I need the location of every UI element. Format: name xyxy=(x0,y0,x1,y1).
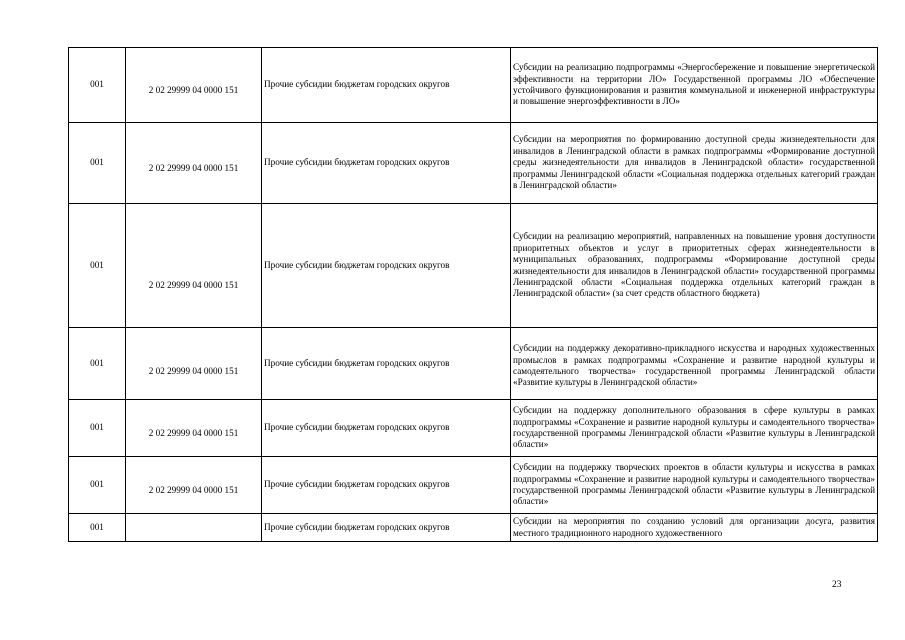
budget-code-text: 2 02 29999 04 0000 151 xyxy=(148,84,239,95)
description-text: Субсидии на мероприятия по формированию доступной среды жизнедеятельности для инвалидов в Ленинградской области в рамках подпрограммы «Формирование доступной среды жизнедеятельности для инвалидов в Ленинградской области» государственной программы Ленинградской области «Социальная поддержка отдельных категорий граждан в Ленинградской области» xyxy=(513,134,875,191)
budget-code-cell xyxy=(126,400,262,457)
income-name-cell: Прочие субсидии бюджетам городских округов xyxy=(262,48,511,123)
budget-code-cell xyxy=(126,204,262,328)
description-cell xyxy=(511,514,878,542)
description-cell xyxy=(511,204,878,328)
description-cell xyxy=(511,123,878,204)
admin-code-cell: 001 xyxy=(69,123,126,204)
description-cell xyxy=(511,400,878,457)
budget-code-cell xyxy=(126,457,262,514)
income-name-cell: Прочие субсидии бюджетам городских округов xyxy=(262,204,511,328)
table-row xyxy=(69,204,878,328)
admin-code-cell: 001 xyxy=(69,457,126,514)
description-text: Субсидии на мероприятия по созданию условий для организации досуга, развития местного традиционного народного художественного xyxy=(513,516,875,538)
budget-code-text: 2 02 29999 04 0000 151 xyxy=(148,365,239,376)
admin-code-cell: 001 xyxy=(69,328,126,400)
table-row xyxy=(69,457,878,514)
table-row xyxy=(69,514,878,542)
budget-code-cell xyxy=(126,514,262,542)
budget-code-text xyxy=(128,522,259,533)
income-name-cell: Прочие субсидии бюджетам городских округов xyxy=(262,457,511,514)
income-name-cell: Прочие субсидии бюджетам городских округов xyxy=(262,514,511,542)
budget-code-text: 2 02 29999 04 0000 151 xyxy=(148,484,239,495)
description-cell xyxy=(511,328,878,400)
income-name-cell: Прочие субсидии бюджетам городских округов xyxy=(262,328,511,400)
description-text: Субсидии на реализацию подпрограммы «Энергосбережение и повышение энергетической эффективности на территории ЛО» Государственной программы ЛО «Обеспечение устойчивого функционирования и развития коммунальной и инженерной инфраструктуры и повышение энергоэффективности в ЛО» xyxy=(513,62,875,107)
page-number: 23 xyxy=(832,580,842,590)
description-cell xyxy=(511,48,878,123)
admin-code-cell: 001 xyxy=(69,48,126,123)
table-row xyxy=(69,48,878,123)
budget-code-cell xyxy=(126,328,262,400)
table-row xyxy=(69,328,878,400)
income-name-cell: Прочие субсидии бюджетам городских округов xyxy=(262,123,511,204)
budget-code-text: 2 02 29999 04 0000 151 xyxy=(148,162,239,173)
admin-code-cell: 001 xyxy=(69,204,126,328)
budget-code-text: 2 02 29999 04 0000 151 xyxy=(148,427,239,438)
income-name-cell: Прочие субсидии бюджетам городских округов xyxy=(262,400,511,457)
budget-code-cell xyxy=(126,48,262,123)
subsidies-table xyxy=(68,47,878,542)
table-row xyxy=(69,400,878,457)
table-row xyxy=(69,123,878,204)
description-cell xyxy=(511,457,878,514)
admin-code-cell: 001 xyxy=(69,514,126,542)
admin-code-cell: 001 xyxy=(69,400,126,457)
description-text: Субсидии на поддержку декоративно-прикладного искусства и народных художественных промыслов в рамках подпрограммы «Сохранение и развитие народной культуры и самодеятельного творчества» государственной программы Ленинградской области «Развитие культуры в Ленинградской области» xyxy=(513,343,875,388)
budget-code-text: 2 02 29999 04 0000 151 xyxy=(148,279,239,290)
budget-code-cell xyxy=(126,123,262,204)
description-text: Субсидии на поддержку дополнительного образования в сфере культуры в рамках подпрограммы «Сохранение и развитие народной культуры и самодеятельного творчества» государственной программы Ленинградской области «Развитие культуры в Ленинградской области» xyxy=(513,405,875,450)
description-text: Субсидии на поддержку творческих проектов в области культуры и искусства в рамках подпрограммы «Сохранение и развитие народной культуры и самодеятельного творчества» государственной программы Ленинградской области «Развитие культуры в Ленинградской области» xyxy=(513,462,875,507)
description-text: Субсидии на реализацию мероприятий, направленных на повышение уровня доступности приоритетных объектов и услуг в приоритетных сферах жизнедеятельности в муниципальных образованиях, подпрограммы «Формирование доступной среды жизнедеятельности для инвалидов в Ленинградской области» государственной программы Ленинградской области «Социальная поддержка отдельных категорий граждан в Ленинградской области» (за счет средств областного бюджета) xyxy=(513,231,875,299)
